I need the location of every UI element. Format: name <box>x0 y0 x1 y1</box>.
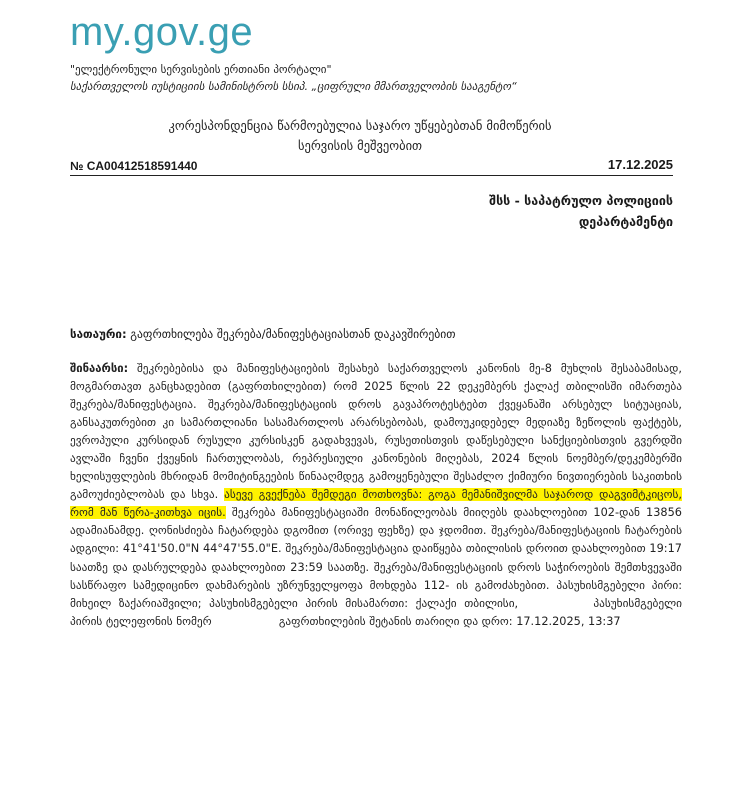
content-text-4: გაფრთხილების შეტანის თარიღი და დრო: 17.12.2025, 13:37 <box>278 614 621 628</box>
subject-line <box>70 327 680 341</box>
content-body <box>70 360 682 631</box>
recipient-block <box>353 190 673 232</box>
redacted-area <box>526 599 586 609</box>
agency-name: საქართველოს იუსტიციის სამინისტროს სსიპ. „ციფრული მმართველობის სააგენტო“ <box>70 80 517 93</box>
content-label: შინაარსი: <box>70 362 129 375</box>
reference-row <box>70 157 673 176</box>
content-text-3: პასუხისმგებელი პირის ტელეფონის ნომერ <box>70 596 682 628</box>
recipient-line-1: შსს - საპატრულო პოლიციის <box>489 193 673 208</box>
reference-number: № CA00412518591440 <box>70 159 198 173</box>
redacted-area-2 <box>215 617 275 627</box>
portal-name: "ელექტრონული სერვისების ერთიანი პორტალი" <box>70 63 332 76</box>
recipient-line-2: დეპარტამენტი <box>578 214 673 229</box>
subject-label: სათაური: <box>70 327 127 341</box>
site-logo: my.gov.ge <box>70 10 254 54</box>
content-text-2: შეკრება მანიფესტაციაში მონაწილეობას მიიღებს დაახლოებით 102-დან 13856 ადამიანამდე. ღონისძიება ჩატარდება დგომით (ორივე ფეხზე) და ჯდომით. შეკრება/მანიფესტაციის ჩატარების ადგილი: 41°41'50.0"N 44°47'55.0"E. შეკრება/მანიფესტაცია დაიწყება თბილისის დროით დაახლოებით 19:17 საათზე და დასრულდება დაახლოებით 23:59 საათზე. შეკრება/მანიფესტაციის დროს საჭიროების შემთხვევაში სასწრაფო სამედიცინო დახმარების უზრუნველყოფა მოხდება 112- ის გამოძახებით. პასუხისმგებელი პირი: მიხეილ ზაქარიაშვილი; პასუხისმგებელი პირის მისამართი: ქალაქი თბილისი, <box>70 506 682 610</box>
reference-date: 17.12.2025 <box>607 157 673 172</box>
subject-text: გაფრთხილება შეკრება/მანიფესტაციასთან დაკავშირებით <box>130 327 456 341</box>
service-note: კორესპონდენცია წარმოებულია საჯარო უწყებებთან მიმოწერის სერვისის მეშვეობით <box>168 118 552 153</box>
content-text-1: შეკრებებისა და მანიფესტაციების შესახებ საქართველოს კანონის მე-8 მუხლის შესაბამისად, მოგმართავთ განცხადებით (გაფრთხილებით) რომ 2025 წლის 22 დეკემბერს ქალაქ თბილისში იმართება შეკრება/მანიფესტაცია. შეკრება/მანიფესტაციის დროს გავაპროტესტებთ ქვეყანაში არსებულ სიტუაციას, განსაკუთრებით კი სამართლიანი სასამართლოს არარსებობას, დამოუკიდებელ მედიაზე ზეწოლის ფაქტებს, ევროპული კურსიდან რუსული კურსისკენ გადახვევას, რუსეთისთვის დაწესებული სანქციებისთვის გვერდში ავლაში ჩვენი ქვეყნის ჩართულობას, რეპრესიული კანონების მიღებას, 2024 წლის ნოემბერ/დეკემბერში ხელისუფლების მხრიდან მომიტინგეების წინააღმდეგ გამოყენებული შესაძლო ქიმიური ნივთიერების საკითხის გამოუძიებლობას და სხვა. <box>70 362 682 502</box>
highlighted-demand: ასევე გვექნება შემდეგი მოთხოვნა: გოგა მემანიშვილმა საჯაროდ დაგვიმტკიცოს, რომ მან წერა-კითხვა იცის. <box>70 488 682 520</box>
